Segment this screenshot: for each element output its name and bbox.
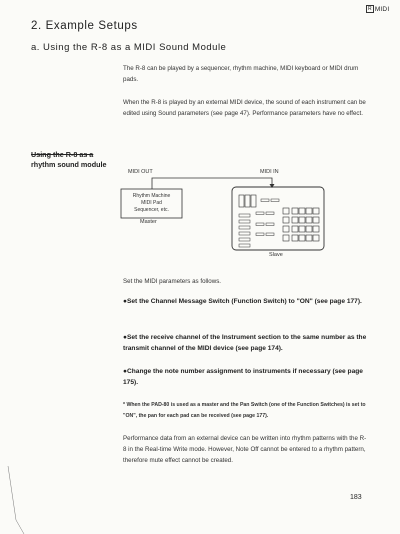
midi-in-label: MIDI IN [260, 169, 279, 175]
closing-paragraph: Performance data from an external device can be written into rhythm patterns with the R-8 in the Real-time Write mode. However, Note Off cannot be entered to a rhythm pattern, therefore mute effect cannot be created. [123, 435, 367, 464]
slave-label: Slave [269, 252, 283, 258]
r8-slider [239, 232, 250, 235]
master-device-text [121, 193, 182, 214]
r8-key [266, 233, 274, 236]
r8-key [271, 199, 279, 202]
master-line-3: Sequencer, etc. [134, 207, 169, 213]
r8-display-1 [239, 195, 244, 207]
intro-paragraph-1: The R-8 can be played by a sequencer, rhythm machine, MIDI keyboard or MIDI drum pads. [123, 65, 359, 83]
r8-slider [239, 220, 250, 223]
master-line-1: Rhythm Machine [132, 193, 171, 199]
bullet-2: ●Set the receive channel of the Instrument section to the same number as the transmit channel of the MIDI device (see page 174). [123, 334, 367, 352]
badge-text: MIDI [374, 6, 390, 13]
r8-key [256, 212, 264, 215]
r8-device [232, 187, 324, 250]
intro-paragraph-2: When the R-8 is played by an external MIDI device, the sound of each instrument can be edited using Sound parameters (see page 47). Performance parameters have no effect. [123, 99, 366, 117]
r8-key [266, 223, 274, 226]
subsection-title: a. Using the R-8 as a MIDI Sound Module [31, 42, 227, 53]
r8-slider [239, 238, 250, 241]
set-params-text: Set the MIDI parameters as follows. [123, 278, 222, 285]
midi-out-label: MIDI OUT [128, 169, 153, 175]
margin-mark [16, 520, 24, 534]
section-title: 2. Example Setups [31, 20, 138, 32]
bullet-3: ●Change the note number assignment to instruments if necessary (see page 175). [123, 368, 363, 386]
sidebar-line-2: rhythm sound module [31, 159, 107, 169]
footnote: * When the PAD-80 is used as a master and the Pan Switch (one of the Function Switches) is set to "ON", the pan for each pad can be received (see page 177). [123, 402, 366, 419]
r8-pad-grid [283, 208, 319, 241]
r8-key [256, 223, 264, 226]
bullet-1: ●Set the Channel Message Switch (Function Switch) to "ON" (see page 177). [123, 298, 362, 305]
r8-display-2 [245, 195, 250, 207]
r8-key [256, 233, 264, 236]
badge-box: R [368, 6, 372, 12]
margin-mark [8, 466, 16, 520]
r8-slider [239, 226, 250, 229]
sidebar-line-1: Using the R-8 as a [31, 150, 94, 159]
master-label: Master [140, 219, 157, 225]
r8-slider [239, 214, 250, 217]
r8-key [266, 212, 274, 215]
master-line-2: MIDI Pad [141, 200, 162, 206]
r8-slider [239, 244, 250, 247]
r8-key [261, 199, 269, 202]
page-number: 183 [350, 494, 362, 501]
r8-display-3 [251, 195, 256, 207]
